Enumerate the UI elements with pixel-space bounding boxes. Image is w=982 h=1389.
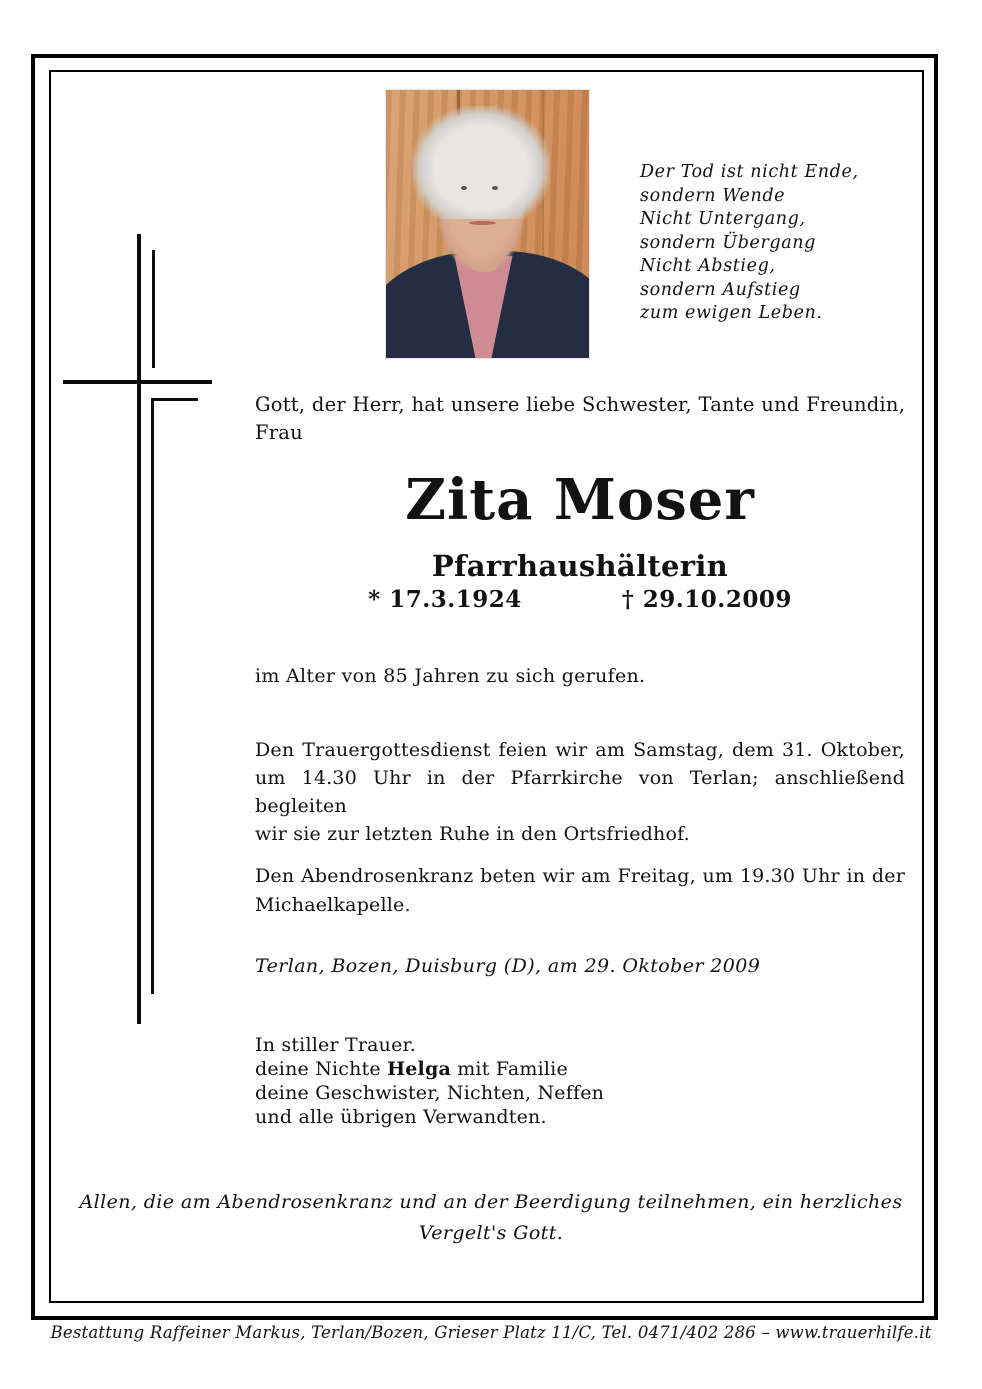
mourning-line-2-post: mit Familie (450, 1058, 568, 1080)
birth-date: * 17.3.1924 (368, 586, 522, 613)
white-hair-shape (412, 106, 550, 219)
poem-line: Nicht Abstieg, (640, 256, 776, 276)
mourning-line-2-pre: deine Nichte (255, 1058, 388, 1080)
mourning-niece-name: Helga (387, 1058, 451, 1080)
mourning-line-2 (255, 1057, 905, 1081)
rosary-line: Den Abendrosenkranz beten wir am Freitag, um 19.30 Uhr in der (255, 865, 905, 887)
poem-line: sondern Wende (640, 185, 786, 206)
deceased-role: Pfarrhaushälterin (431, 549, 729, 583)
intro-line-2: Frau (255, 421, 303, 444)
poem-line: sondern Übergang (640, 232, 816, 253)
cross-horizontal-thin-line (151, 398, 198, 401)
closing-thanks-message (55, 1187, 927, 1249)
mourning-line-4: und alle übrigen Verwandten. (255, 1106, 547, 1128)
mourning-line-3: deine Geschwister, Nichten, Neffen (255, 1082, 605, 1104)
intro-line-1: Gott, der Herr, hat unsere liebe Schwester, Tante und Freundin, (255, 393, 905, 416)
cross-horizontal-main-line (63, 380, 212, 384)
deceased-name: Zita Moser (405, 467, 755, 533)
cross-vertical-thin-bottom-line (151, 398, 154, 994)
cross-vertical-thin-top-line (152, 250, 155, 368)
life-dates (255, 586, 905, 613)
funeral-home-footer: Bestattung Raffeiner Markus, Terlan/Bozen, Grieser Platz 11/C, Tel. 0471/402 286 – www.trauerhilfe.it (50, 1323, 932, 1342)
funeral-service-paragraph (255, 736, 905, 848)
poem-line: sondern Aufstieg (640, 279, 801, 300)
poem-line: Nicht Untergang, (640, 209, 806, 229)
service-line: um 14.30 Uhr in der Pfarrkirche von Terlan; anschließend begleiten (255, 767, 905, 817)
poem-line: zum ewigen Leben. (640, 303, 823, 323)
place-date-line: Terlan, Bozen, Duisburg (D), am 29. Oktober 2009 (255, 955, 761, 977)
age-line: im Alter von 85 Jahren zu sich gerufen. (255, 665, 646, 687)
memorial-poem (640, 161, 870, 326)
service-line: wir sie zur letzten Ruhe in den Ortsfriedhof. (255, 823, 690, 845)
intro-text (255, 391, 905, 447)
closing-line: Allen, die am Abendrosenkranz und an der Beerdigung teilnehmen, ein herzliches (79, 1191, 903, 1213)
service-line: Den Trauergottesdienst feien wir am Samstag, dem 31. Oktober, (255, 739, 905, 761)
portrait-photo (386, 90, 589, 358)
death-date: † 29.10.2009 (621, 586, 792, 613)
mourning-family-block (255, 1033, 905, 1129)
rosary-paragraph (255, 862, 905, 920)
closing-line: Vergelt's Gott. (418, 1222, 564, 1244)
rosary-line: Michaelkapelle. (255, 894, 411, 916)
mourning-line-1: In stiller Trauer. (255, 1034, 416, 1056)
poem-line: Der Tod ist nicht Ende, (640, 162, 859, 182)
cross-vertical-main-line (137, 234, 141, 1024)
